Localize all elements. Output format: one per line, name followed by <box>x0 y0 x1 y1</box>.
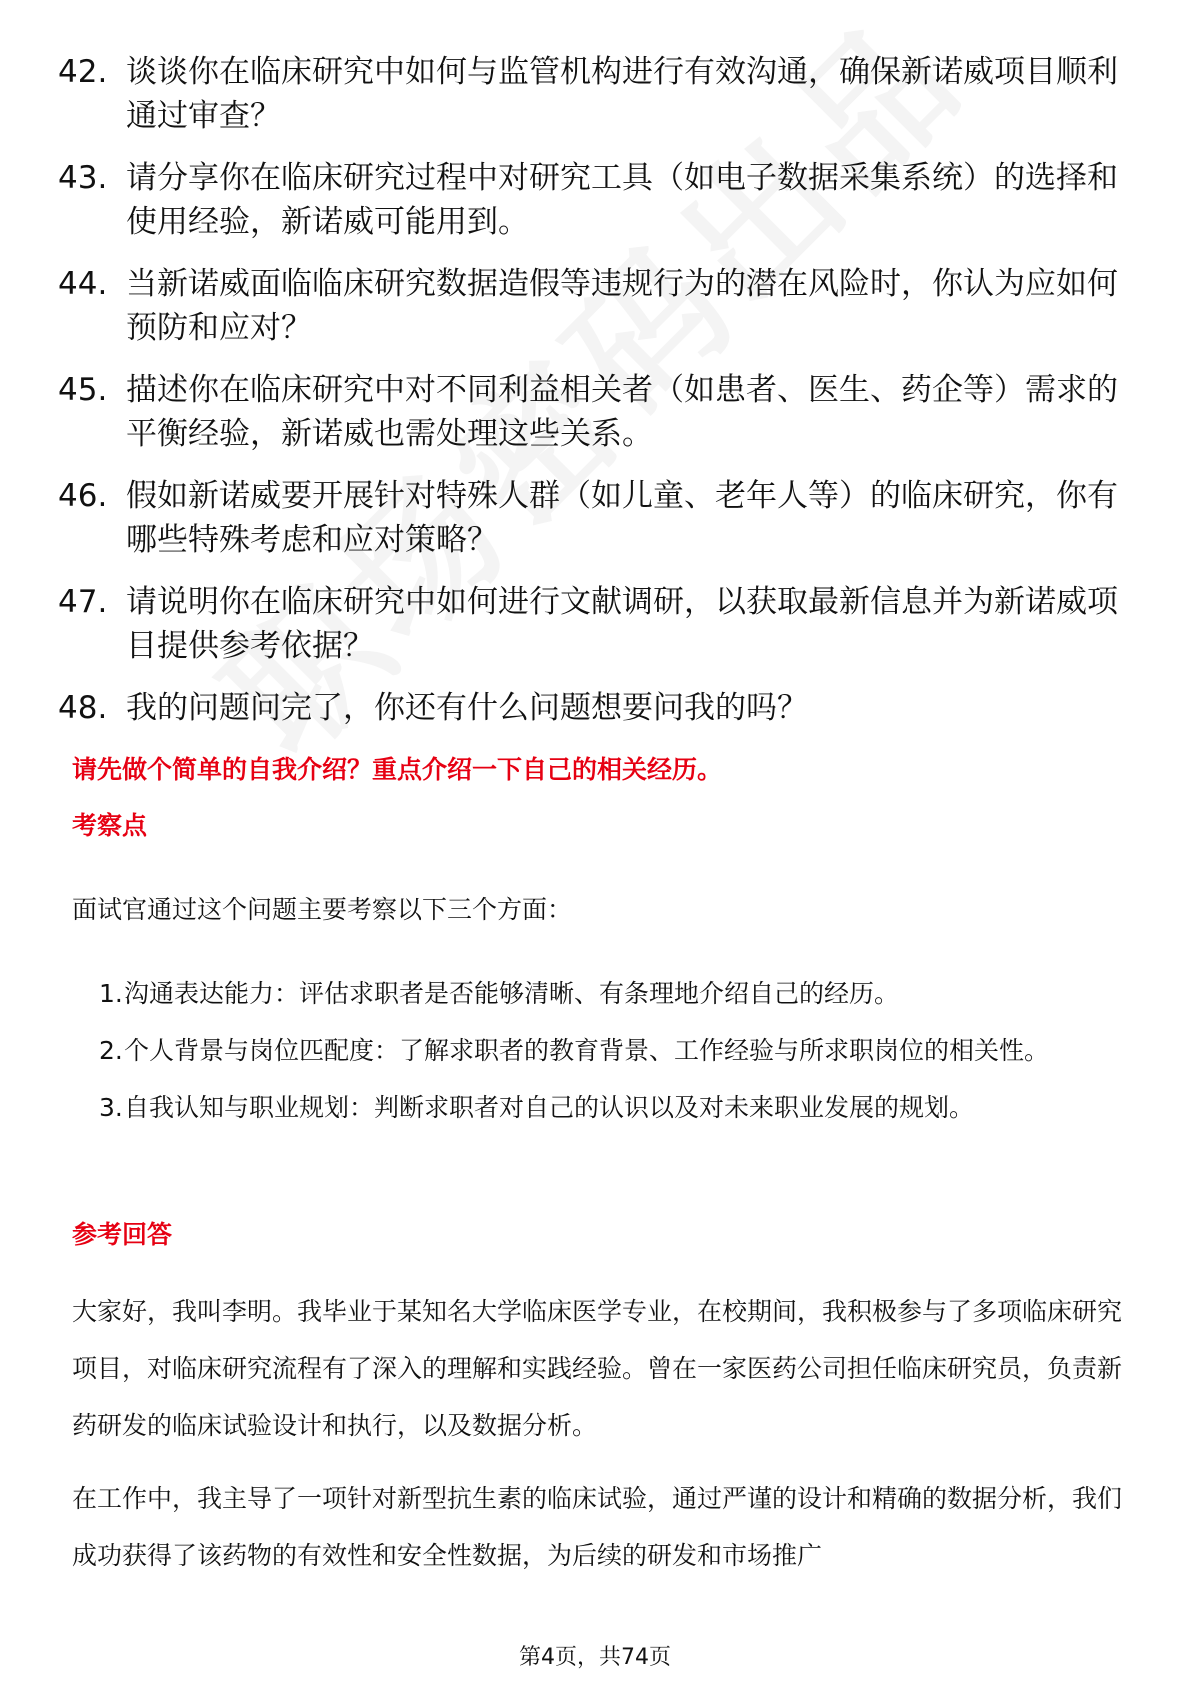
focus-intro: 面试官通过这个问题主要考察以下三个方面： <box>72 895 573 924</box>
question-number: 47. <box>58 584 108 620</box>
question-text: 谈谈你在临床研究中如何与监管机构进行有效沟通，确保新诺威项目顺利通过审查？ <box>126 54 1118 134</box>
question-text: 我的问题问完了，你还有什么问题想要问我的吗？ <box>126 690 808 726</box>
question-number: 48. <box>58 690 108 726</box>
focus-item-number: 2. <box>99 1036 123 1065</box>
question-item <box>58 262 1118 350</box>
question-list <box>58 50 1118 748</box>
question-item <box>58 156 1118 244</box>
question-text: 当新诺威面临临床研究数据造假等违规行为的潜在风险时，你认为应如何预防和应对？ <box>126 266 1118 346</box>
focus-item <box>72 1079 1122 1136</box>
focus-item-text: 自我认知与职业规划：判断求职者对自己的认识以及对未来职业发展的规划。 <box>124 1093 975 1122</box>
answer-paragraph: 在工作中，我主导了一项针对新型抗生素的临床试验，通过严谨的设计和精确的数据分析，我们成功获得了该药物的有效性和安全性数据，为后续的研发和市场推广 <box>72 1484 1123 1570</box>
focus-item-text: 个人背景与岗位匹配度：了解求职者的教育背景、工作经验与所求职岗位的相关性。 <box>124 1036 1050 1065</box>
focus-list <box>72 965 1122 1136</box>
question-number: 45. <box>58 372 108 408</box>
question-item <box>58 368 1118 456</box>
focus-label: 考察点 <box>72 811 148 840</box>
focus-item-text: 沟通表达能力：评估求职者是否能够清晰、有条理地介绍自己的经历。 <box>124 979 900 1008</box>
focus-item <box>72 965 1122 1022</box>
question-number: 42. <box>58 54 108 90</box>
question-item <box>58 474 1118 562</box>
question-text: 请分享你在临床研究过程中对研究工具（如电子数据采集系统）的选择和使用经验，新诺威可能用到。 <box>126 160 1118 240</box>
question-number: 44. <box>58 266 108 302</box>
question-item <box>58 50 1118 138</box>
question-text: 假如新诺威要开展针对特殊人群（如儿童、老年人等）的临床研究，你有哪些特殊考虑和应对策略？ <box>126 478 1118 558</box>
page-number: 第4页，共74页 <box>519 1645 671 1670</box>
focus-item-number: 1. <box>99 979 123 1008</box>
question-item <box>58 686 1118 730</box>
question-number: 46. <box>58 478 108 514</box>
question-number: 43. <box>58 160 108 196</box>
answer-paragraph: 大家好，我叫李明。我毕业于某知名大学临床医学专业，在校期间，我积极参与了多项临床研究项目，对临床研究流程有了深入的理解和实践经验。曾在一家医药公司担任临床研究员，负责新药研发的临床试验设计和执行，以及数据分析。 <box>72 1297 1123 1440</box>
question-item <box>58 580 1118 668</box>
detail-question-heading: 请先做个简单的自我介绍？重点介绍一下自己的相关经历。 <box>72 755 723 784</box>
question-text: 描述你在临床研究中对不同利益相关者（如患者、医生、药企等）需求的平衡经验，新诺威也需处理这些关系。 <box>126 372 1118 452</box>
focus-item-number: 3. <box>99 1093 123 1122</box>
question-text: 请说明你在临床研究中如何进行文献调研，以获取最新信息并为新诺威项目提供参考依据？ <box>126 584 1118 664</box>
answer-label: 参考回答 <box>72 1220 173 1249</box>
focus-item <box>72 1022 1122 1079</box>
